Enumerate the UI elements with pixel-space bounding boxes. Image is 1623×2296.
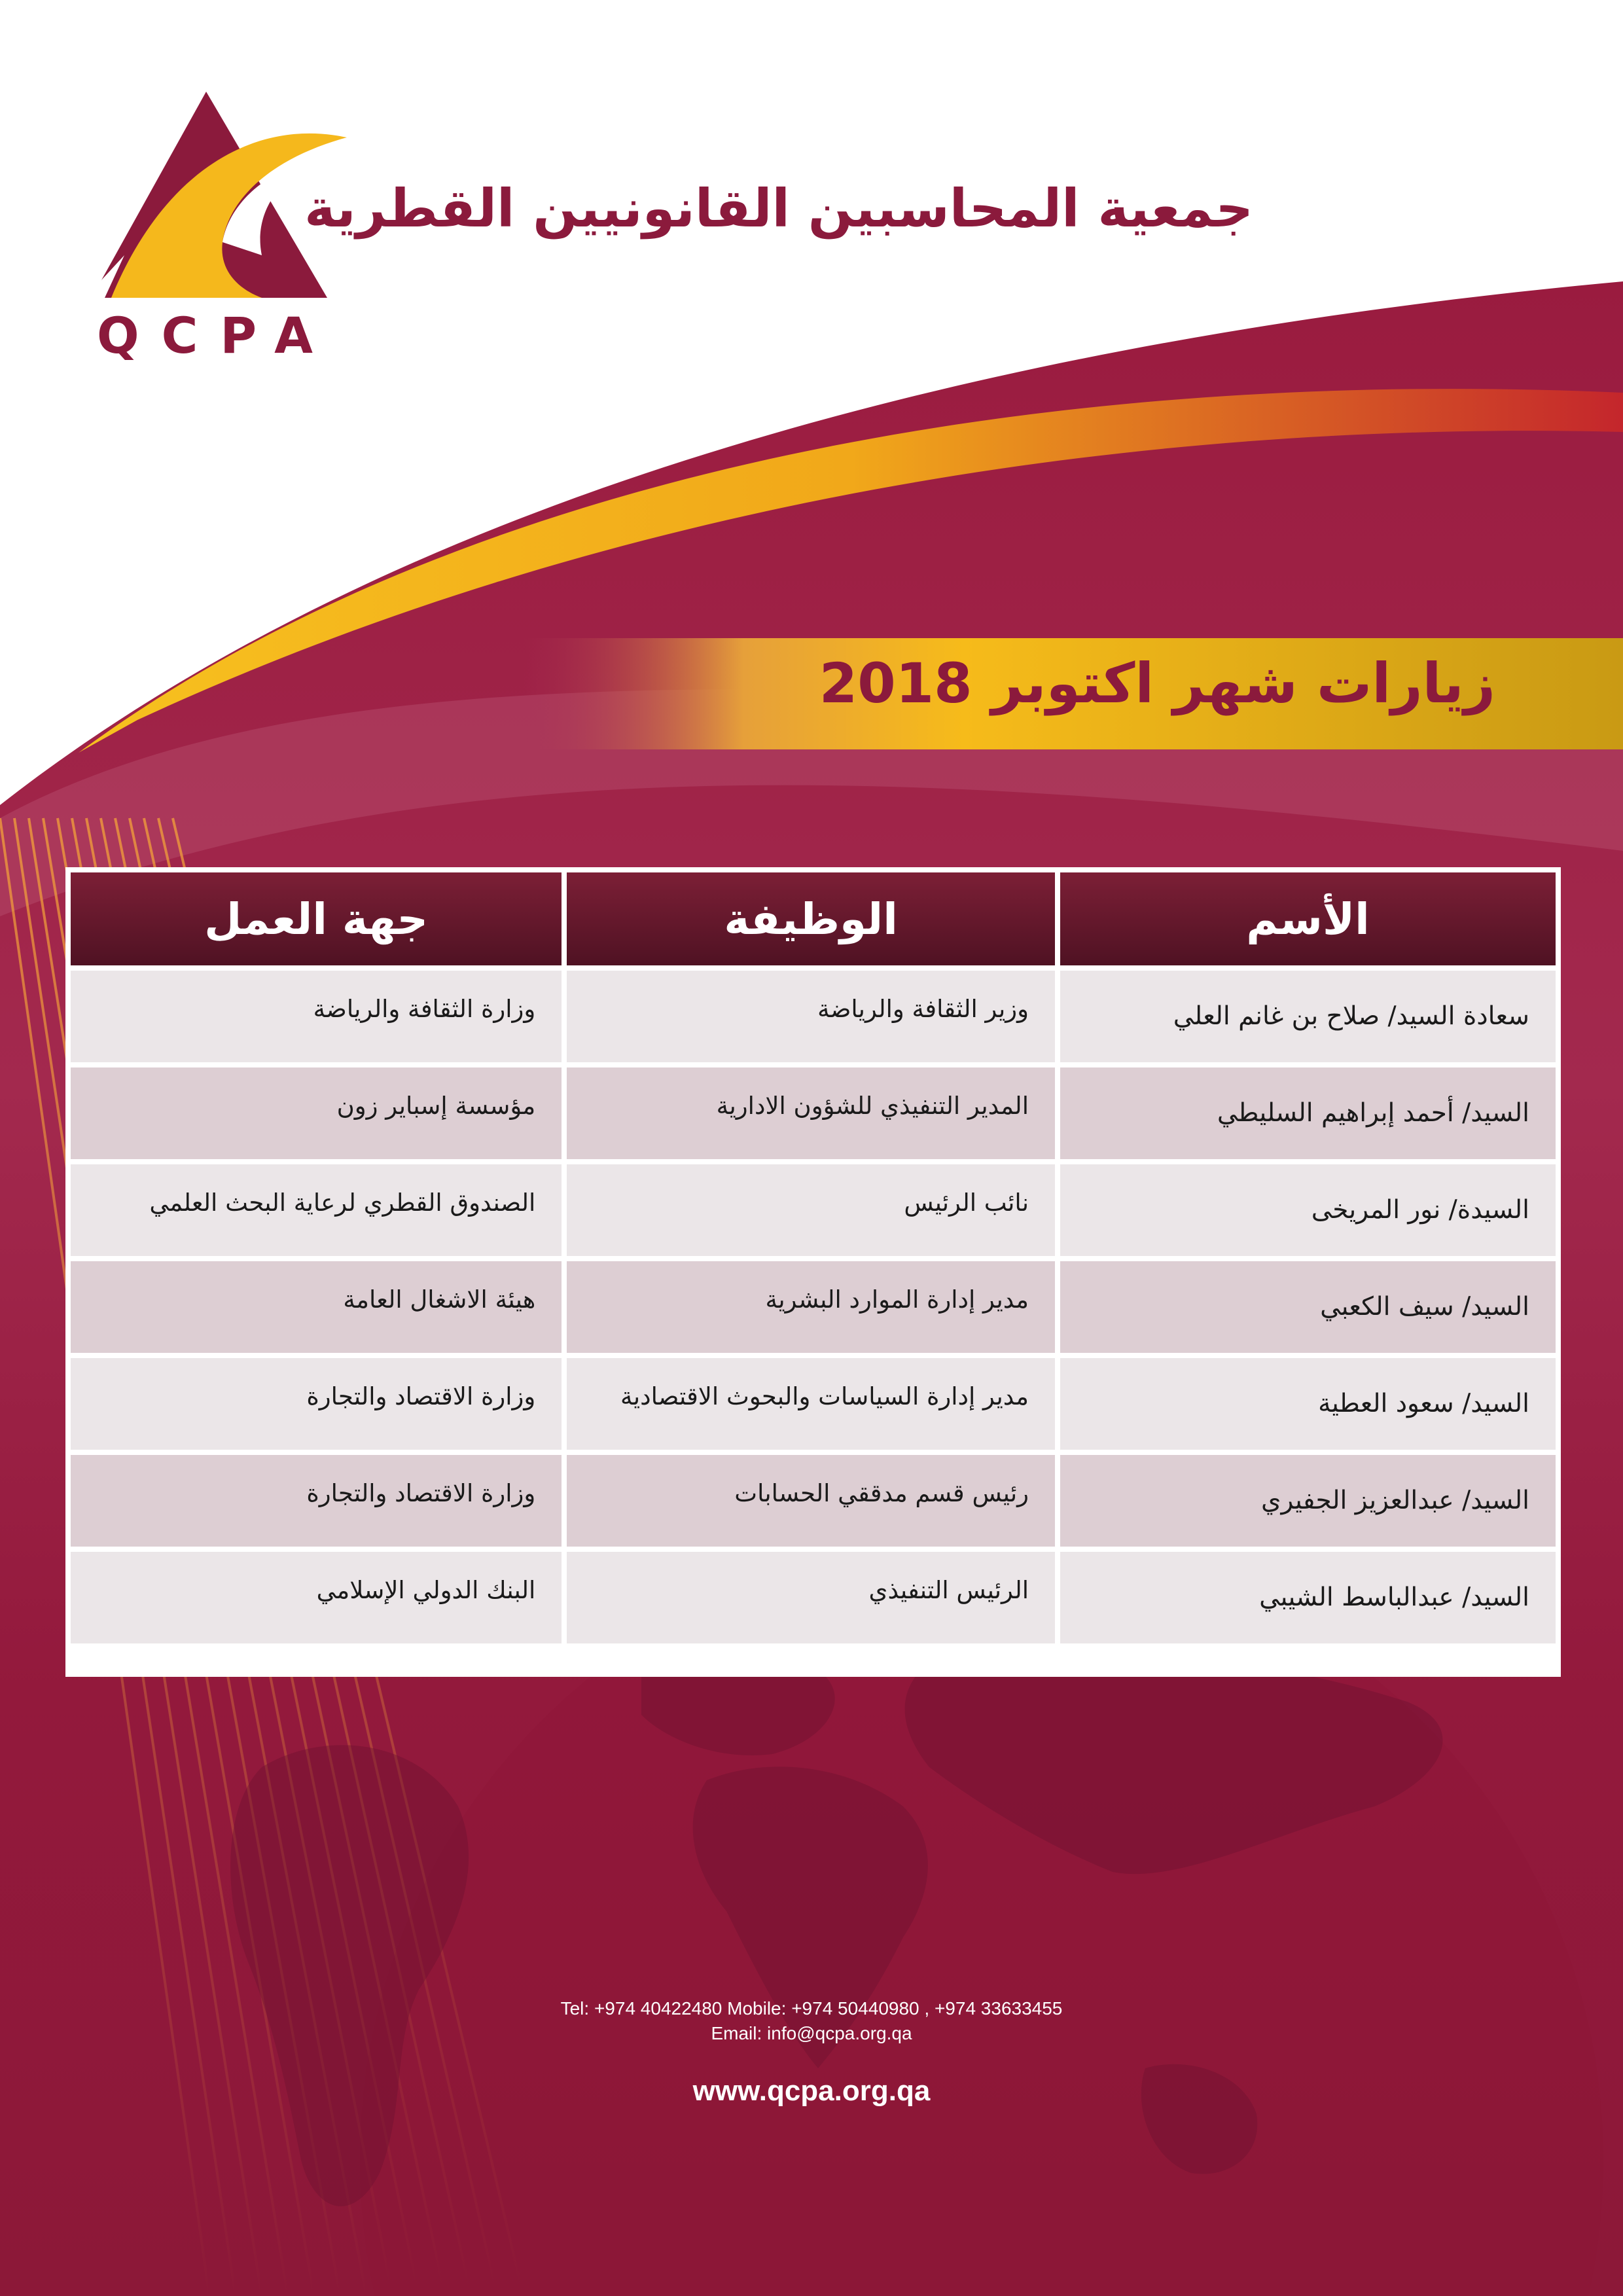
- cell-position: وزير الثقافة والرياضة: [567, 971, 1055, 1062]
- cell-position: المدير التنفيذي للشؤون الادارية: [567, 1067, 1055, 1159]
- footer-phone: Tel: +974 40422480 Mobile: +974 50440980 , +974 33633455: [560, 1998, 1063, 2018]
- organization-name: جمعية المحاسبين القانونيين القطرية: [304, 178, 1253, 239]
- cell-name: السيدة/ نور المريخى: [1060, 1164, 1556, 1256]
- cell-name: السيد/ سيف الكعبي: [1060, 1261, 1556, 1353]
- table-row: [71, 1455, 1556, 1547]
- cell-name: سعادة السيد/ صلاح بن غانم العلي: [1060, 971, 1556, 1062]
- cell-position: مدير إدارة السياسات والبحوث الاقتصادية: [567, 1358, 1055, 1450]
- table-row: [71, 971, 1556, 1062]
- cell-position: رئيس قسم مدققي الحسابات: [567, 1455, 1055, 1547]
- table-row: [71, 1552, 1556, 1643]
- cell-name: السيد/ عبدالباسط الشيبي: [1060, 1552, 1556, 1643]
- visits-table: [65, 867, 1561, 1677]
- cell-employer: الصندوق القطري لرعاية البحث العلمي: [71, 1164, 562, 1256]
- table-row: [71, 1164, 1556, 1256]
- header-position: الوظيفة: [567, 872, 1055, 965]
- header-employer: جهة العمل: [71, 872, 562, 965]
- cell-position: مدير إدارة الموارد البشرية: [567, 1261, 1055, 1353]
- table-row: [71, 1358, 1556, 1450]
- cell-name: السيد/ سعود العطية: [1060, 1358, 1556, 1450]
- footer-email[interactable]: Email: info@qcpa.org.qa: [711, 2023, 912, 2043]
- header-name: الأسم: [1060, 872, 1556, 965]
- cell-employer: وزارة الاقتصاد والتجارة: [71, 1455, 562, 1547]
- table-row: [71, 1067, 1556, 1159]
- logo-text: QCPA: [97, 306, 335, 365]
- cell-employer: البنك الدولي الإسلامي: [71, 1552, 562, 1643]
- cell-employer: هيئة الاشغال العامة: [71, 1261, 562, 1353]
- table-row: [71, 1261, 1556, 1353]
- table-header-row: [71, 872, 1556, 965]
- cell-name: السيد/ أحمد إبراهيم السليطي: [1060, 1067, 1556, 1159]
- cell-employer: وزارة الاقتصاد والتجارة: [71, 1358, 562, 1450]
- cell-position: نائب الرئيس: [567, 1164, 1055, 1256]
- footer-contact: [0, 1996, 1623, 2046]
- cell-name: السيد/ عبدالعزيز الجفيري: [1060, 1455, 1556, 1547]
- cell-position: الرئيس التنفيذي: [567, 1552, 1055, 1643]
- banner-title: زيارات شهر اكتوبر 2018: [819, 651, 1495, 715]
- footer-website-link[interactable]: www.qcpa.org.qa: [692, 2075, 931, 2107]
- cell-employer: وزارة الثقافة والرياضة: [71, 971, 562, 1062]
- cell-employer: مؤسسة إسباير زون: [71, 1067, 562, 1159]
